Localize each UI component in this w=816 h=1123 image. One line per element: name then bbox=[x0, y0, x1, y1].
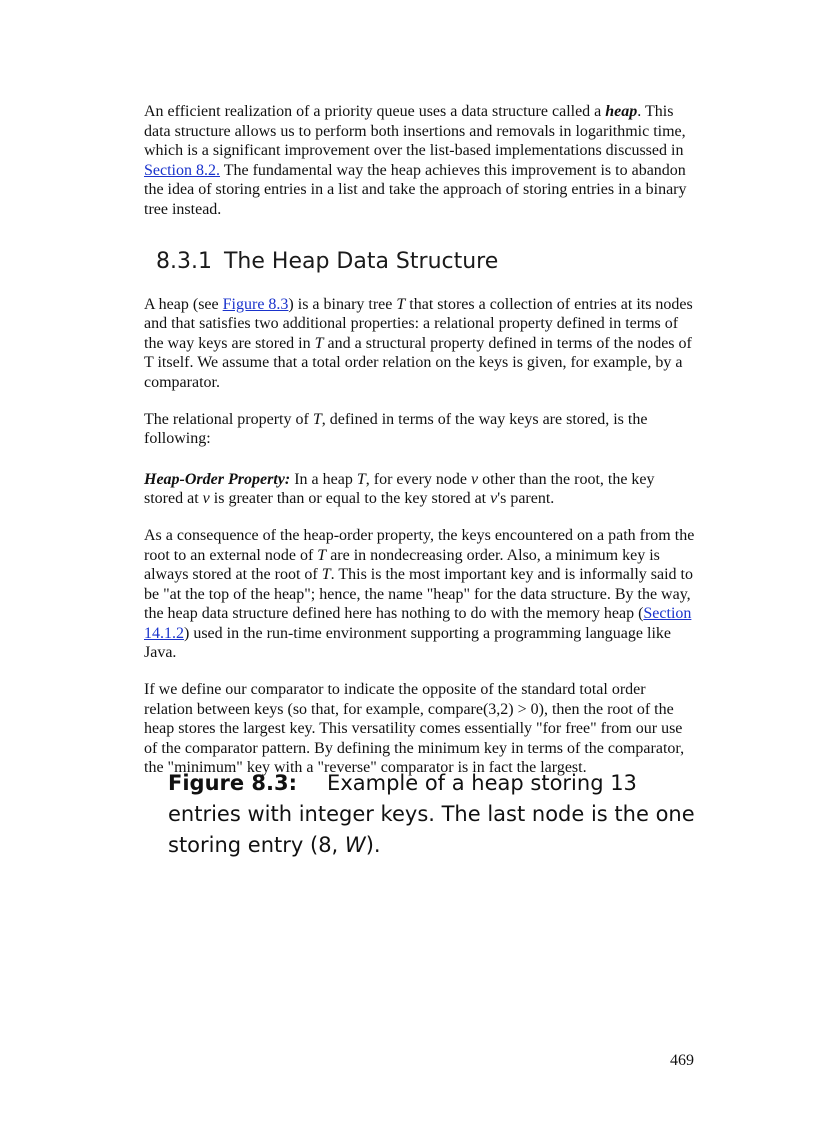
figure-label: Figure 8.3: bbox=[168, 771, 298, 795]
page-number: 469 bbox=[670, 1052, 694, 1069]
heap-order-property-paragraph: Heap-Order Property: In a heap T, for every node v other than the root, the key stored at v is greater than or equal to the key stored at v's parent. bbox=[144, 470, 655, 508]
page-body bbox=[144, 102, 696, 778]
consequence-paragraph: As a consequence of the heap-order property, the keys encountered on a path from the root to an external node of T are in nondecreasing order. Also, a minimum key is always stored at the root of T. This is the most important key and is informally said to be "at the top of the heap"; hence, the name "heap" for the data structure. By the way, the heap data structure defined here has nothing to do with the memory heap (Section 14.1.2) used in the run-time environment supporting a programming language like Java. bbox=[144, 526, 695, 662]
heap-term: heap bbox=[605, 103, 638, 120]
section-heading: 8.3.1 The Heap Data Structure bbox=[156, 248, 499, 274]
section-8-2-link[interactable]: Section 8.2. bbox=[144, 161, 220, 179]
heap-order-label: Heap-Order Property: bbox=[144, 470, 291, 488]
section-14-1-2-link[interactable]: Section 14.1.2 bbox=[144, 605, 692, 642]
heap-definition-paragraph: A heap (see Figure 8.3) is a binary tree T that stores a collection of entries at its nodes and that satisfies two additional properties: a relational property defined in terms of the way keys are stored in T and a structural property defined in terms of the nodes of T itself. We assume that a total order relation on the keys is given, for example, by a comparator. bbox=[144, 295, 693, 391]
intro-paragraph: An efficient realization of a priority queue uses a data structure called a heap. This data structure allows us to perform both insertions and removals in logarithmic time, which is a significant improvement over the list-based implementations discussed in Section 8.2. The fundamental way the heap achieves this improvement is to abandon the idea of storing entries in a list and take the approach of storing entries in a binary tree instead. bbox=[144, 103, 687, 218]
figure-caption: Figure 8.3: Example of a heap storing 13 entries with integer keys. The last node is the one storing entry (8, W). bbox=[168, 771, 695, 857]
relational-property-paragraph: The relational property of T, defined in terms of the way keys are stored, is the following: bbox=[144, 410, 648, 448]
comparator-paragraph: If we define our comparator to indicate the opposite of the standard total order relation between keys (so that, for example, compare(3,2) > 0), then the root of the heap stores the largest key. This versatility comes essentially "for free" from our use of the comparator pattern. By defining the minimum key in terms of the comparator, the "minimum" key with a "reverse" comparator is in fact the largest. bbox=[144, 681, 685, 777]
figure-8-3-link[interactable]: Figure 8.3 bbox=[222, 295, 289, 313]
